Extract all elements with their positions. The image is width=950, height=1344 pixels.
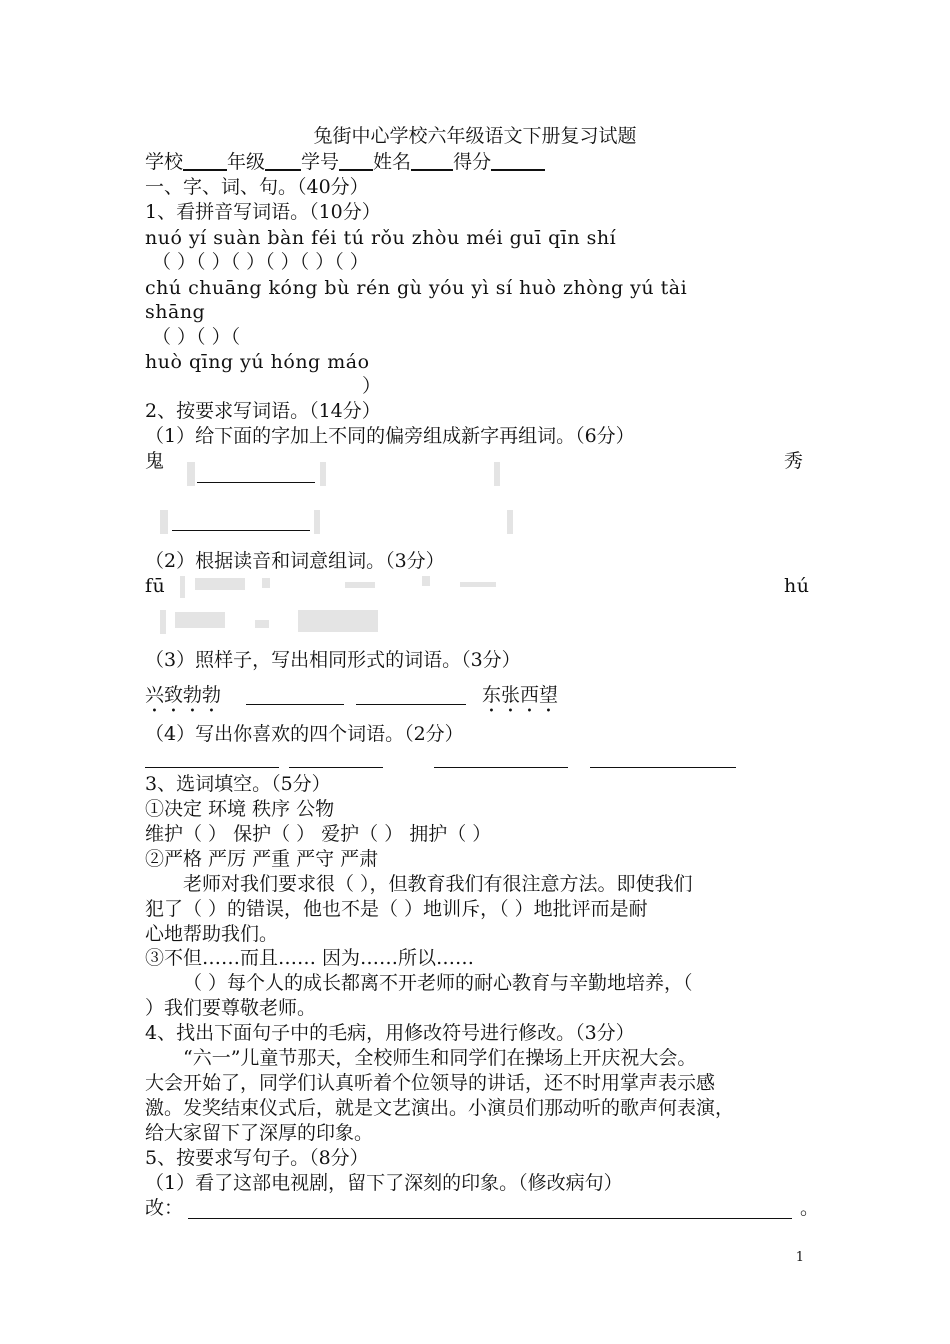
q4-heading: 4、找出下面句子中的毛病，用修改符号进行修改。（3分）	[145, 1022, 635, 1044]
number-label: 学号	[301, 151, 340, 173]
q1-pinyin-row1: nuó yí suàn bàn féi tú rǒu zhòu méi guī qīn shí	[145, 227, 617, 249]
header-fields	[145, 150, 545, 174]
answer-line[interactable]	[172, 530, 310, 531]
school-label: 学校	[145, 151, 184, 173]
q1-pinyin-row2-wrap: shāng	[145, 301, 206, 323]
q5-answer-label: 改：	[145, 1197, 184, 1219]
q1-brackets-row1[interactable]: （ ）（ ）（ ）（ ）（ ）（ ）	[152, 251, 369, 273]
q5-answer-end: 。	[800, 1197, 820, 1219]
blurred-fill	[255, 620, 269, 628]
q3-group2-para3: 心地帮助我们。	[145, 923, 279, 945]
q3-group2-words: ②严格 严厉 严重 严守 严肃	[145, 848, 379, 870]
brace-graphic	[180, 576, 185, 598]
name-label: 姓名	[373, 151, 412, 173]
q2-sub2-left: fū	[145, 575, 166, 597]
blurred-fill	[195, 578, 245, 590]
brace-graphic	[494, 462, 500, 486]
blurred-fill	[460, 582, 496, 587]
answer-line[interactable]	[188, 1218, 792, 1219]
q4-para3: 激。发奖结束仪式后，就是文艺演出。小演员们那动听的歌声何表演，	[145, 1097, 735, 1119]
score-label: 得分	[453, 151, 492, 173]
q1-pinyin-row4: huò qīng yú hóng máo	[145, 351, 370, 373]
q4-para4: 给大家留下了深厚的印象。	[145, 1122, 374, 1144]
q2-sub4: （4）写出你喜欢的四个词语。（2分）	[145, 723, 464, 745]
brace-graphic	[507, 510, 513, 534]
q2-sub1-left-char: 鬼	[145, 450, 165, 472]
q3-group3-para1: （ ）每个人的成长都离不开老师的耐心教育与辛勤地培养，（	[183, 972, 693, 994]
q1-brackets-row3[interactable]: （ ）（ ）（	[152, 326, 241, 348]
q3-group2-para1: 老师对我们要求很（ ），但教育我们有很注意方法。即使我们	[183, 873, 693, 895]
score-blank[interactable]	[491, 151, 545, 171]
q3-group2-para2: 犯了（ ）的错误，他也不是（ ）地训斥，（ ）地批评而是耐	[145, 898, 648, 920]
grade-label: 年级	[227, 151, 266, 173]
school-blank[interactable]	[183, 151, 227, 171]
q2-sub2-right: hú	[784, 575, 810, 597]
q4-para1: “六一”儿童节那天，全校师生和同学们在操场上开庆祝大会。	[183, 1047, 697, 1069]
q4-para2: 大会开始了，同学们认真听着个位领导的讲话，还不时用掌声表示感	[145, 1072, 716, 1094]
answer-line[interactable]	[289, 767, 383, 768]
q2-sub3-example1: 兴致勃勃	[145, 684, 222, 706]
q3-group3-para2: ）我们要尊敬老师。	[145, 997, 317, 1019]
page-title: 兔街中心学校六年级语文下册复习试题	[313, 125, 637, 147]
page-number: 1	[795, 1250, 804, 1265]
answer-line[interactable]	[434, 767, 568, 768]
q2-sub1: （1）给下面的字加上不同的偏旁组成新字再组词。（6分）	[145, 425, 635, 447]
answer-line[interactable]	[246, 704, 344, 705]
number-blank[interactable]	[339, 151, 373, 171]
q1-bracket-close: ）	[362, 375, 382, 397]
q3-group3-words: ③不但……而且…… 因为……所以……	[145, 947, 475, 969]
q1-heading: 1、看拼音写词语。（10分）	[145, 201, 381, 223]
blurred-fill	[298, 610, 378, 632]
q5-sub1: （1）看了这部电视剧，留下了深刻的印象。（修改病句）	[145, 1172, 623, 1194]
q2-heading: 2、按要求写词语。（14分）	[145, 400, 381, 422]
q2-sub1-right-char: 秀	[784, 450, 804, 472]
q3-heading: 3、选词填空。（5分）	[145, 773, 331, 795]
blurred-fill	[262, 578, 270, 588]
answer-line[interactable]	[590, 767, 736, 768]
answer-line[interactable]	[197, 482, 315, 483]
brace-graphic	[160, 510, 168, 534]
blurred-fill	[422, 576, 430, 586]
section-heading: 一、字、词、句。（40分）	[145, 176, 369, 198]
q2-sub3: （3）照样子，写出相同形式的词语。（3分）	[145, 649, 521, 671]
answer-line[interactable]	[356, 704, 466, 705]
q2-sub3-example2: 东张西望	[482, 684, 559, 706]
q2-sub2: （2）根据读音和词意组词。（3分）	[145, 550, 445, 572]
brace-graphic	[187, 462, 195, 486]
q5-heading: 5、按要求写句子。（8分）	[145, 1147, 369, 1169]
q3-group1-fill[interactable]: 维护（ ） 保护（ ） 爱护（ ） 拥护（ ）	[145, 823, 492, 845]
answer-line[interactable]	[145, 767, 279, 768]
grade-blank[interactable]	[265, 151, 301, 171]
name-blank[interactable]	[411, 151, 453, 171]
q1-pinyin-row2: chú chuāng kóng bù rén gù yóu yì sí huò zhòng yú tài	[145, 277, 688, 299]
blurred-fill	[345, 582, 375, 588]
blurred-fill	[175, 612, 225, 628]
brace-graphic	[160, 610, 166, 634]
q3-group1-words: ①决定 环境 秩序 公物	[145, 798, 335, 820]
brace-graphic	[314, 510, 320, 534]
brace-graphic	[320, 462, 326, 486]
